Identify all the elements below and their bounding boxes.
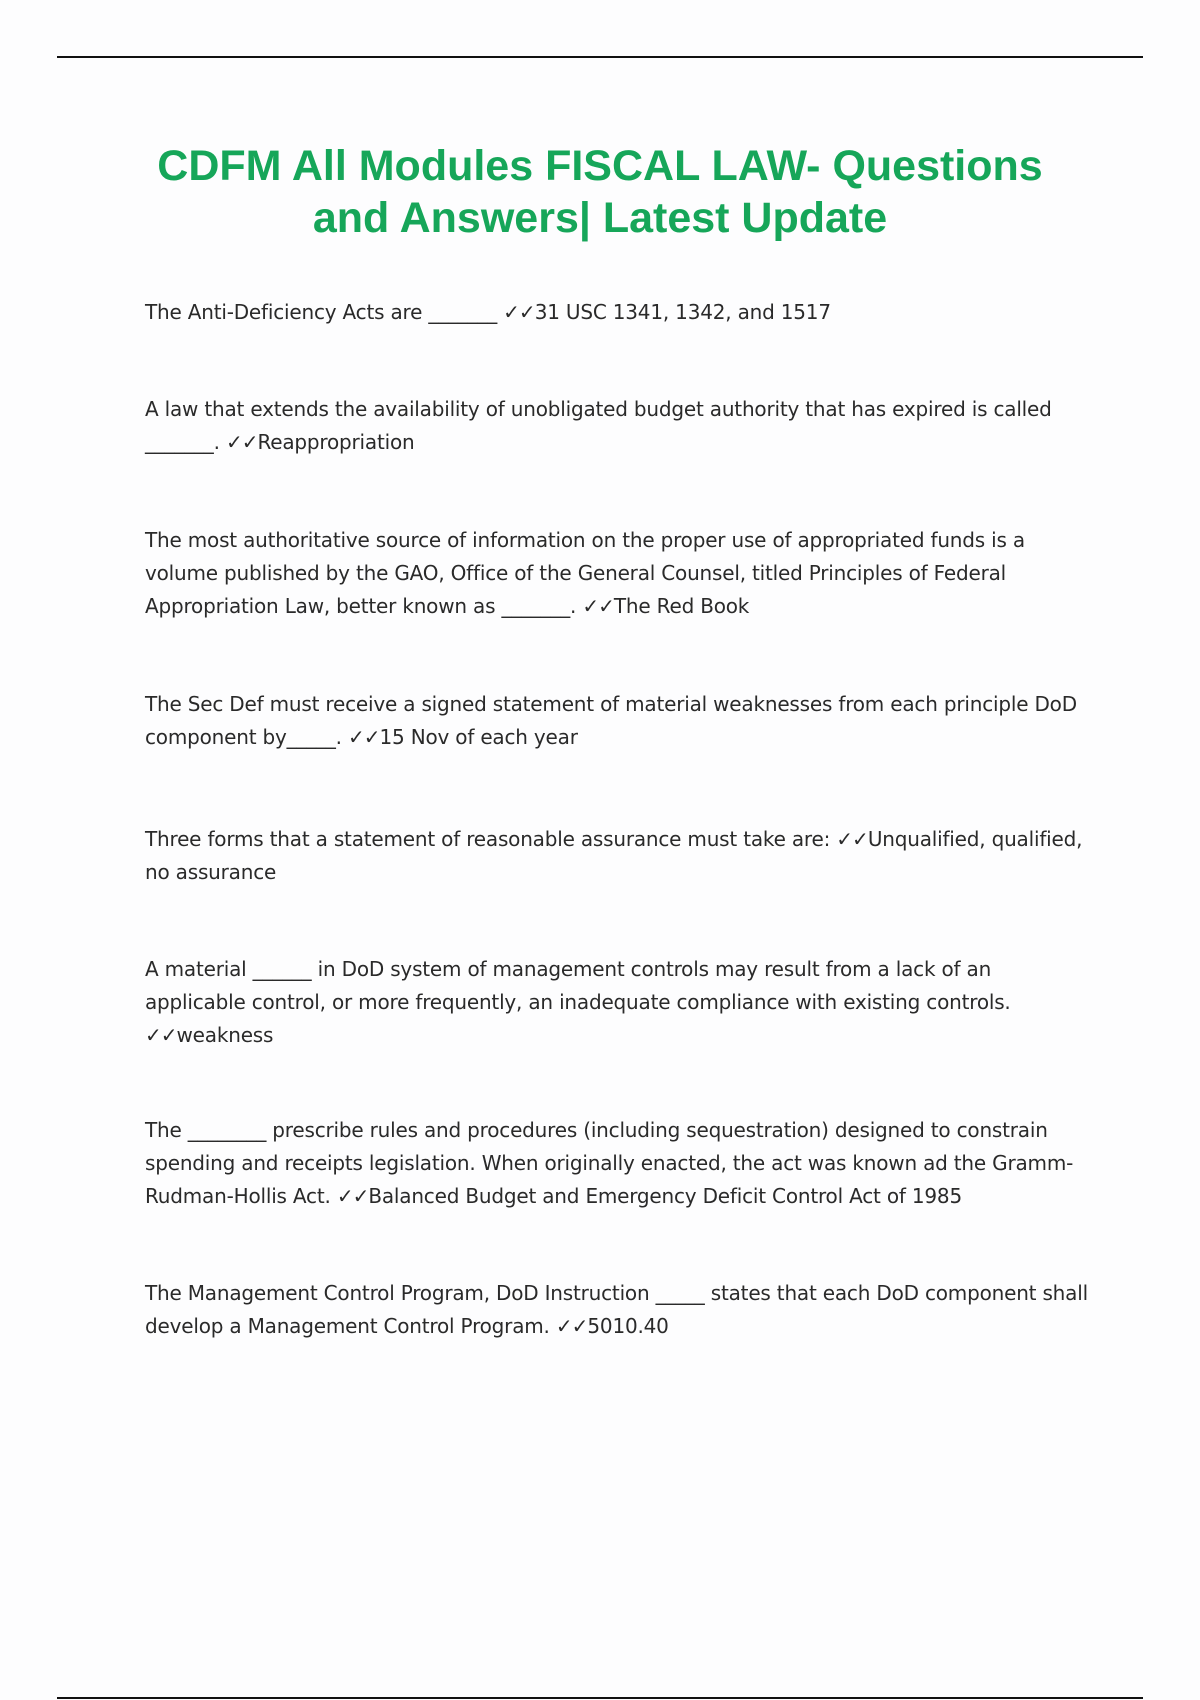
checkmark-icon: ✓✓	[836, 827, 868, 851]
qa-item-1	[145, 296, 1095, 329]
checkmark-icon: ✓✓	[145, 1023, 177, 1047]
qa-item-4	[145, 688, 1095, 754]
question-text: The Anti-Deficiency Acts are _______	[145, 300, 497, 324]
title-line-2: and Answers| Latest Update	[312, 194, 888, 242]
qa-item-6	[145, 953, 1095, 1052]
answer-text: 31 USC 1341, 1342, and 1517	[534, 300, 831, 324]
answer-text: Unqualified, qualified, no assurance	[145, 827, 1083, 884]
answer-text: 15 Nov of each year	[379, 725, 578, 749]
question-text: The Management Control Program, DoD Instruction _____ states that each DoD component shall develop a Management Control Program.	[145, 1281, 1088, 1338]
checkmark-icon: ✓✓	[555, 1314, 588, 1338]
qa-item-3	[145, 524, 1095, 623]
checkmark-icon: ✓✓	[225, 430, 258, 454]
checkmark-icon: ✓✓	[347, 725, 380, 749]
bottom-divider	[57, 1697, 1143, 1699]
question-text: A material ______ in DoD system of management controls may result from a lack of an applicable control, or more frequently, an inadequate compliance with existing controls.	[145, 957, 1011, 1014]
answer-text: 5010.40	[587, 1314, 669, 1338]
question-text: A law that extends the availability of unobligated budget authority that has expired is called _______.	[145, 397, 1052, 454]
question-text: The ________ prescribe rules and procedures (including sequestration) designed to constrain spending and receipts legislation. When originally enacted, the act was known ad the Gramm-Rudman-Hollis Act.	[145, 1118, 1074, 1208]
answer-text: Balanced Budget and Emergency Deficit Control Act of 1985	[368, 1184, 962, 1208]
qa-item-2	[145, 393, 1095, 459]
qa-item-7	[145, 1114, 1095, 1213]
answer-text: Reappropriation	[257, 430, 415, 454]
qa-item-5	[145, 823, 1095, 889]
checkmark-icon: ✓✓	[336, 1184, 369, 1208]
question-text: Three forms that a statement of reasonable assurance must take are:	[145, 827, 831, 851]
question-text: The most authoritative source of information on the proper use of appropriated funds is a volume published by the GAO, Office of the General Counsel, titled Principles of Federal Appropriation Law, better known as _______.	[145, 528, 1025, 618]
qa-item-8	[145, 1277, 1095, 1343]
title-line-1: CDFM All Modules FISCAL LAW- Questions	[157, 142, 1043, 190]
checkmark-icon: ✓✓	[503, 300, 535, 324]
answer-text: weakness	[176, 1023, 274, 1047]
checkmark-icon: ✓✓	[582, 594, 614, 618]
question-text: The Sec Def must receive a signed statement of material weaknesses from each principle DoD component by_____.	[145, 692, 1077, 749]
page-title	[100, 140, 1100, 244]
top-divider	[57, 56, 1143, 58]
answer-text: The Red Book	[613, 594, 750, 618]
